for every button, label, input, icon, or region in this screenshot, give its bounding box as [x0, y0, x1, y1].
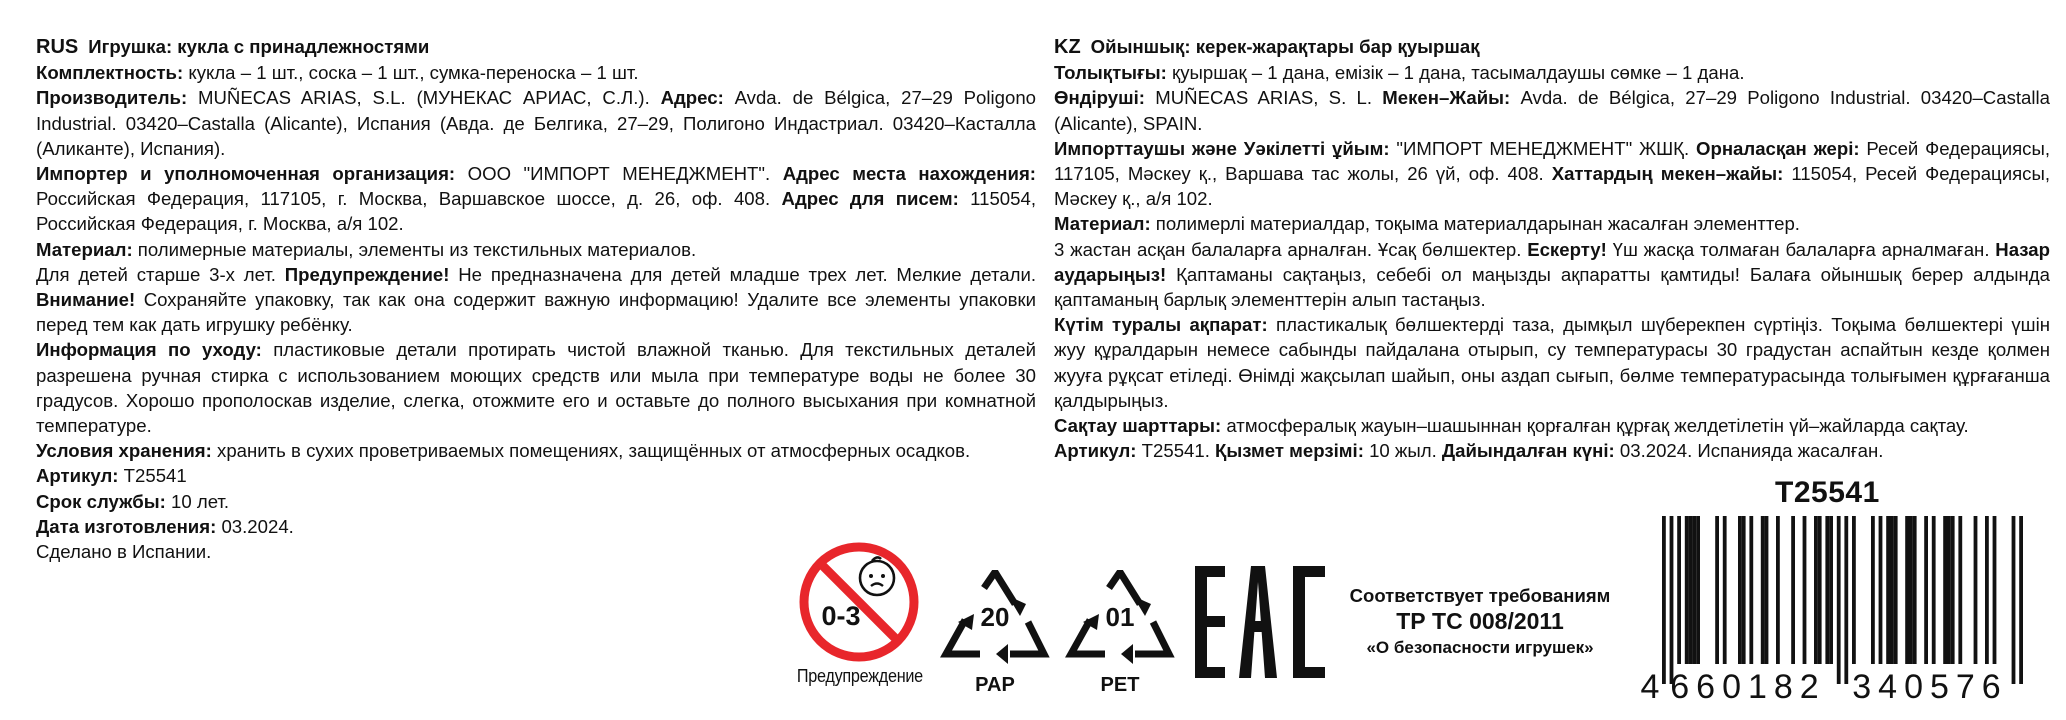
- ean13-barcode: [1640, 516, 2040, 700]
- compliance-line-1: Соответствует требованиям: [1349, 585, 1611, 606]
- kz-age-text: 3 жастан асқан балаларға арналған. Ұсақ бөлшектер.: [1054, 238, 1528, 260]
- barcode-bar: [1890, 516, 1894, 664]
- rus-made-date: [36, 514, 1036, 539]
- rus-warning-value: Не предназначена для детей младше трех лет. Мелкие детали.: [449, 263, 1036, 285]
- barcode-bar: [1837, 516, 1841, 684]
- kz-storage-value: атмосфералық жауын–шашыннан қорғалған құрғақ желдетілетін үй–жайларда сақтау.: [1221, 415, 1969, 437]
- kz-article-value: T25541.: [1136, 440, 1216, 462]
- rus-material-value: полимерные материалы, элементы из текстильных материалов.: [132, 238, 697, 260]
- kz-address-label: Мекен–Жайы:: [1382, 87, 1511, 109]
- recycle-pet: [1065, 570, 1175, 708]
- kz-warning-label: Ескерту!: [1527, 238, 1607, 260]
- barcode-right-digits: 340576: [1852, 668, 2008, 700]
- rus-made-date-label: Дата изготовления:: [36, 515, 217, 537]
- rus-manufacturer: [36, 85, 1036, 161]
- barcode-bar: [1825, 516, 1829, 664]
- rus-article: [36, 463, 1036, 488]
- rus-storage-value: хранить в сухих проветриваемых помещениях, защищённых от атмосферных осадков.: [211, 440, 971, 462]
- barcode-bar: [1924, 516, 1928, 664]
- recycle-pap: [940, 570, 1050, 708]
- rus-location-label: Адрес места нахождения:: [782, 163, 1036, 185]
- kz-completeness-label: Толықтығы:: [1054, 62, 1167, 84]
- kz-title: Ойыншық: керек-жарақтары бар қуыршақ: [1090, 36, 1480, 57]
- rus-made-date-value: 03.2024.: [216, 515, 294, 537]
- barcode-bar: [1670, 516, 1674, 684]
- no-under-3-icon: [797, 540, 921, 664]
- rus-service-life: [36, 489, 1036, 514]
- kz-made-date-value: 03.2024. Испанияда жасалған.: [1614, 440, 1884, 462]
- kz-care-label: Күтім туралы ақпарат:: [1054, 314, 1268, 336]
- age-warning: [790, 540, 928, 710]
- rus-article-label: Артикул:: [36, 465, 119, 487]
- kz-material: [1054, 211, 2050, 236]
- rus-heading: [36, 34, 1036, 60]
- barcode-bar: [1993, 516, 1997, 664]
- barcode-bar: [2019, 516, 2023, 684]
- kz-manufacturer-value: MUÑECAS ARIAS, S. L.: [1144, 87, 1383, 109]
- kz-address-value: Avda. de Bélgica, 27–29 Poligono Industrial. 03420–Castalla (Alicante), SPAIN.: [1054, 87, 2050, 134]
- kz-attention-value: Қаптаманы сақтаңыз, себебі ол маңызды ақпаратты қамтиды! Балаға ойыншық берер алдында қаптаманың барлық элементтерін алып тастаңыз.: [1054, 263, 2050, 311]
- barcode-bar: [2012, 516, 2016, 684]
- barcode-bar: [1692, 516, 1696, 664]
- rus-attention-value: Сохраняйте упаковку, так как она содержит важную информацию! Удалите все элементы упаковки перед тем как дать игрушку ребёнку.: [36, 289, 1036, 336]
- kz-completeness: [1054, 60, 2050, 85]
- rus-attention-label: Внимание!: [36, 289, 136, 311]
- rus-column: [36, 34, 1036, 564]
- kz-service-value: 10 жыл.: [1363, 440, 1442, 462]
- barcode-bars: [1662, 516, 2023, 684]
- rus-letters-label: Адрес для писем:: [781, 188, 959, 210]
- rus-care-value: пластиковые детали протирать чистой влажной тканью. Для текстильных деталей разрешена ручная стирка с использованием моющих средств или мыла при температуре воды не более 30 градусов. Хорошо прополоскав изделие, слегка, отожмите его и оставьте до полного высыхания при комнатной температуре.: [36, 339, 1036, 437]
- recycle-pap-code: 20: [980, 602, 1010, 632]
- barcode-bar: [1947, 516, 1951, 664]
- kz-made-date-label: Дайындалған күні:: [1441, 440, 1615, 462]
- barcode-bar: [1886, 516, 1890, 664]
- recycle-pap-abbr: PAP: [975, 674, 1015, 696]
- kz-storage: [1054, 413, 2050, 438]
- kz-column: [1054, 34, 2050, 463]
- kz-service-label: Қызмет мерзімі:: [1215, 440, 1364, 462]
- barcode-bar: [1685, 516, 1689, 664]
- rus-importer: [36, 161, 1036, 237]
- kz-importer-value: "ИМПОРТ МЕНЕДЖМЕНТ" ЖШҚ.: [1389, 137, 1696, 159]
- barcode-bar: [1791, 516, 1795, 664]
- kz-completeness-value: қуыршақ – 1 дана, емізік – 1 дана, тасымалдаушы сөмке – 1 дана.: [1166, 62, 1745, 84]
- rus-manufacturer-value: MUÑECAS ARIAS, S.L. (МУНЕКАС АРИАС, С.Л.).: [187, 87, 661, 109]
- kz-article-label: Артикул:: [1054, 440, 1137, 462]
- barcode-bar: [1677, 516, 1681, 664]
- kz-warning-value: Үш жасқа толмаған балаларға арналмаған.: [1606, 238, 1996, 260]
- barcode-bar: [1761, 516, 1765, 664]
- barcode-bar: [1951, 516, 1955, 664]
- rus-lang-code: RUS: [36, 36, 79, 58]
- rus-importer-value: ООО "ИМПОРТ МЕНЕДЖМЕНТ".: [455, 163, 783, 185]
- rus-location-value: Российская Федерация, 117105, г. Москва, Варшавское шоссе, д. 26, оф. 408.: [36, 188, 782, 210]
- kz-care: [1054, 312, 2050, 413]
- rus-address-value: Avda. de Bélgica, 27–29 Poligono Industrial. 03420–Castalla (Alicante), Испания (Авда. де Белгика, 27–29, Полигоно Индастриал. 03420–Касталла (Аликанте), Испания).: [36, 87, 1036, 159]
- barcode-bar: [1932, 516, 1936, 664]
- barcode-bar: [1776, 516, 1780, 664]
- barcode-bar: [1985, 516, 1989, 664]
- age-warning-caption: Предупреждение: [796, 666, 923, 686]
- rus-completeness-label: Комплектность:: [36, 62, 184, 84]
- kz-material-value: полимерлі материалдар, тоқыма материалдарынан жасалған элементтер.: [1150, 213, 1800, 235]
- rus-storage-label: Условия хранения:: [36, 440, 212, 462]
- rus-warnings: [36, 262, 1036, 338]
- barcode-bar: [1894, 516, 1898, 664]
- compliance-statement: [1330, 585, 1630, 658]
- kz-letters-label: Хаттардың мекен–жайы:: [1551, 163, 1784, 185]
- kz-attention-label: Назар аударыңыз!: [1054, 238, 2050, 285]
- rus-care-label: Информация по уходу:: [36, 339, 262, 361]
- rus-address-label: Адрес:: [660, 87, 724, 109]
- barcode-article: T25541: [1775, 476, 1880, 509]
- barcode-bar: [1913, 516, 1917, 664]
- barcode-bar: [1696, 516, 1700, 664]
- barcode-bar: [1905, 516, 1909, 664]
- rus-completeness: [36, 60, 1036, 85]
- kz-location-label: Орналасқан жері:: [1696, 137, 1860, 159]
- barcode-bar: [1738, 516, 1742, 664]
- barcode-bar: [1829, 516, 1833, 664]
- barcode-bar: [1689, 516, 1693, 664]
- rus-article-value: T25541: [118, 465, 187, 487]
- kz-importer-label: Импорттаушы және Уәкілетті ұйым:: [1054, 137, 1390, 159]
- kz-material-label: Материал:: [1054, 213, 1151, 235]
- kz-heading: [1054, 34, 2050, 60]
- rus-letters-value: 115054, Российская Федерация, г. Москва, а/я 102.: [36, 188, 1036, 235]
- rus-made-in: Сделано в Испании.: [36, 541, 212, 563]
- barcode-bar: [1749, 516, 1753, 664]
- barcode-bar: [1818, 516, 1822, 664]
- kz-lang-code: KZ: [1054, 36, 1081, 58]
- rus-care: [36, 337, 1036, 438]
- rus-completeness-value: кукла – 1 шт., соска – 1 шт., сумка-переноска – 1 шт.: [183, 62, 639, 84]
- rus-warning-label: Предупреждение!: [284, 263, 450, 285]
- barcode-bar: [1814, 516, 1818, 664]
- barcode-bar: [1871, 516, 1875, 664]
- barcode-first-digit: 4: [1640, 668, 1660, 700]
- rus-storage: [36, 438, 1036, 463]
- compliance-line-2: ТР ТС 008/2011: [1396, 608, 1564, 634]
- barcode-bar: [1742, 516, 1746, 664]
- rus-service-label: Срок службы:: [36, 490, 166, 512]
- kz-importer: [1054, 136, 2050, 212]
- kz-location-value: Ресей Федерациясы, 117105, Мәскеу қ., Варшава тас жолы, 26 үй, оф. 408.: [1054, 137, 2050, 185]
- barcode-bar: [1852, 516, 1856, 664]
- barcode: [1640, 516, 2040, 700]
- rus-manufacturer-label: Производитель:: [36, 87, 188, 109]
- compliance-line-3: «О безопасности игрушек»: [1366, 638, 1594, 657]
- barcode-bar: [1958, 516, 1962, 664]
- barcode-bar: [1879, 516, 1883, 664]
- barcode-left-digits: 660182: [1670, 668, 1826, 700]
- eac-mark-icon: [1195, 566, 1325, 678]
- age-range-label: 0-3: [821, 601, 861, 631]
- kz-storage-label: Сақтау шарттары:: [1054, 415, 1222, 437]
- barcode-bar: [1909, 516, 1913, 664]
- rus-title: Игрушка: кукла с принадлежностями: [88, 36, 430, 57]
- kz-article-line: [1054, 438, 2050, 463]
- rus-service-value: 10 лет.: [165, 490, 230, 512]
- barcode-bar: [1803, 516, 1807, 664]
- recycle-pet-code: 01: [1105, 602, 1135, 632]
- barcode-bar: [1974, 516, 1978, 664]
- barcode-bar: [1765, 516, 1769, 664]
- kz-letters-value: 115054, Ресей Федерациясы, Мәскеу қ., а/я 102.: [1054, 163, 2050, 210]
- kz-manufacturer: [1054, 85, 2050, 135]
- kz-manufacturer-label: Өндіруші:: [1054, 87, 1145, 109]
- barcode-bar: [1715, 516, 1719, 664]
- rus-age-text: Для детей старше 3-х лет.: [36, 263, 285, 285]
- barcode-bar: [1662, 516, 1666, 684]
- recycle-pet-abbr: PET: [1100, 674, 1140, 696]
- kz-care-value: пластикалық бөлшектерді таза, дымқыл шүберекпен сүртіңіз. Тоқыма бөлшектері үшін жуу құралдарын немесе сабынды пайдалана отырып, су температурасы 30 градустан аспайтын кезде қолмен жууға рұқсат етіледі. Өнімді жақсылап шайып, оны аздап сығып, бөлме температурасында толығымен құрғағанша қалдырыңыз.: [1054, 314, 2050, 411]
- certification-icons: [790, 540, 1640, 710]
- rus-material: [36, 237, 1036, 262]
- barcode-bar: [1723, 516, 1727, 664]
- barcode-bar: [1844, 516, 1848, 684]
- rus-material-label: Материал:: [36, 238, 133, 260]
- rus-importer-label: Импортер и уполномоченная организация:: [36, 163, 456, 185]
- kz-warnings: [1054, 237, 2050, 313]
- barcode-bar: [1943, 516, 1947, 664]
